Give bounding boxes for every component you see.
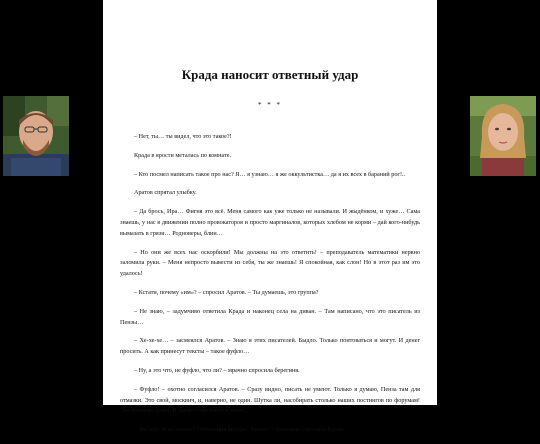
paragraph: – Но они же всех нас оскорбили! Мы должны на это ответить! – преподаватель математики нервно заломила руки. – Меня непросто вывести из себя, ты же знаешь! Я спокойная, как слон! Но в этот раз им это удалось!	[120, 248, 420, 278]
paragraph: – Это кто-то из наших? Оппозиция внутри? Враги? – тревожно спросила Крада.	[134, 426, 346, 434]
paragraph: – Кто посмел написать такое про нас? Я… я узнаю… я же оккультистка… да я их всех в бараний рог!..	[134, 170, 406, 178]
paragraph: Крада в ярости металась по комнате.	[134, 151, 231, 159]
paragraph: – Фуфло! – охотно согласился Аратов. – Сразу видно, писать не умеют. Только я думаю, Пенза там для отмазки. Это свой, москвич, и, наверно, не один. Шутка ли, насобирать столько наших постингов по форумам! Это команда целая. И такие подробности знает…	[120, 385, 420, 415]
author-photo-right	[470, 96, 536, 176]
paragraph: Аратов спрятал улыбку.	[134, 189, 197, 197]
paragraph: – Да брось, Ира… Фигня это всё. Меня самого как уже только не называли. И жыдёнком, и хуже… Сама знаешь, у нас в движении полно провокаторов и просто маргиналов, которых хлебом не корми – дай кого-нибудь вымазать в грязи… Родноверы, блин…	[120, 208, 420, 237]
article-body	[120, 132, 420, 444]
section-separator: * * *	[258, 101, 282, 109]
paragraph: – Хе-хе-хе… – засмеялся Аратов. – Знаю я этих писателей. Быдло. Только понтоваться и могут. И денег просить. А как принесут тексты – такое фуфло…	[120, 337, 420, 356]
paragraph: – Нет, ты… ты видел, что это такое?!	[134, 133, 232, 140]
paragraph: – Не знаю, – задумчиво ответила Крада и наконец села на диван. – Там написано, что это писатель из Пензы…	[120, 307, 420, 326]
paragraph: – Ну, а это что, не фуфло, что ли? – мрачно спросила берегиня.	[134, 366, 300, 374]
article-page	[103, 0, 437, 434]
paragraph: – Кстати, почему «им»? – спросил Аратов. – Ты думаешь, это группа?	[134, 288, 319, 296]
author-photo-left	[3, 96, 69, 176]
article-title: Крада наносит ответный удар	[181, 67, 359, 82]
